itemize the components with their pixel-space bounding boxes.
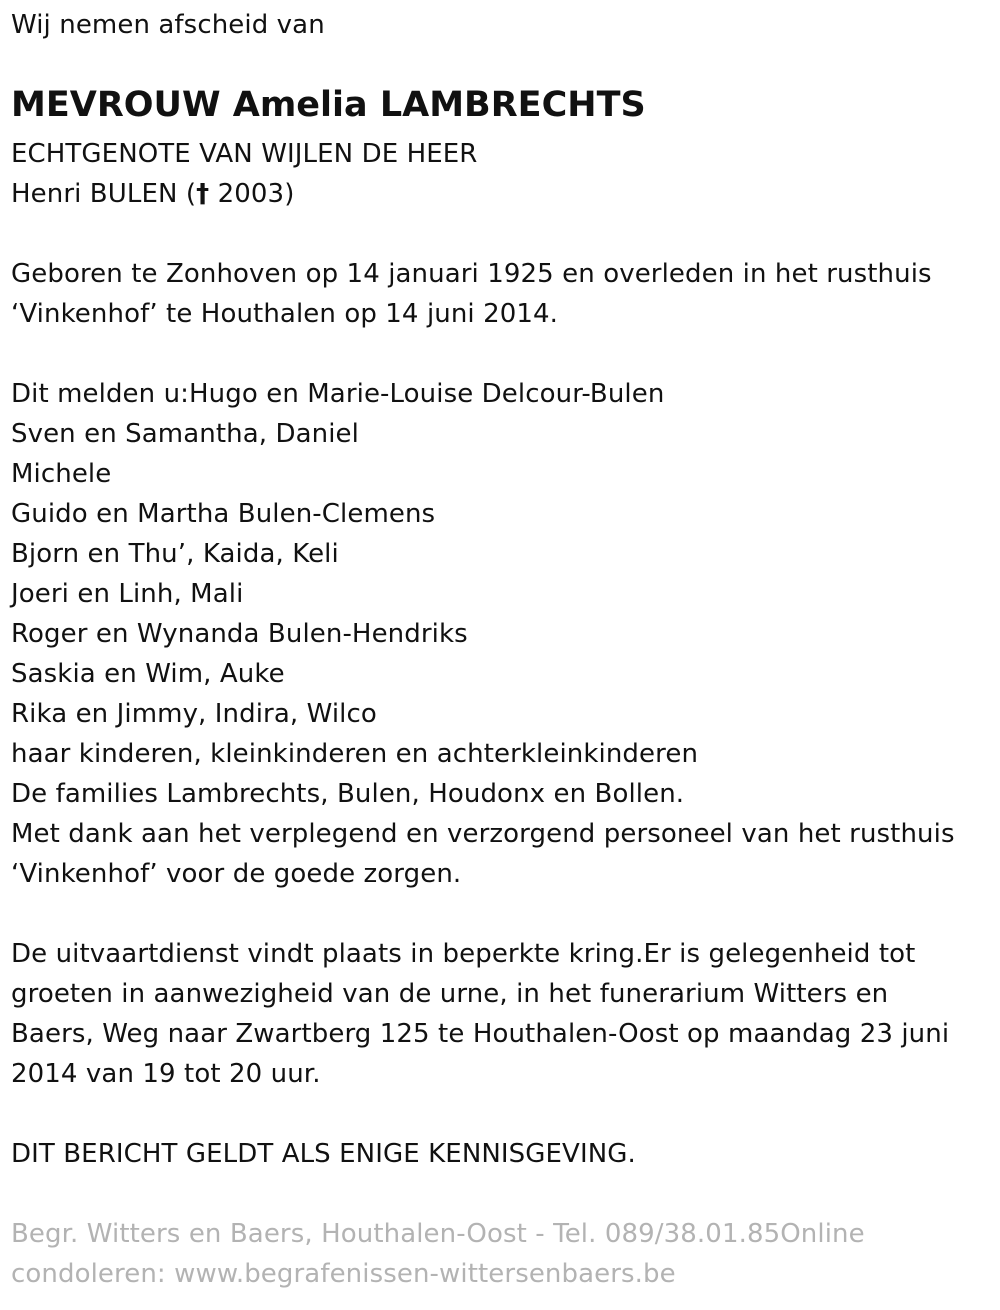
family-line: Dit melden u:Hugo en Marie-Louise Delcour-Bulen: [11, 379, 665, 409]
spouse-name: Henri BULEN (: [11, 179, 197, 209]
family-line: Bjorn en Thu’, Kaida, Keli: [11, 539, 339, 569]
service-paragraph: [11, 934, 949, 1094]
paragraph-line: De uitvaartdienst vindt plaats in beperkte kring.Er is gelegenheid tot: [11, 939, 916, 969]
paragraph-line: Geboren te Zonhoven op 14 januari 1925 en overleden in het rusthuis: [11, 259, 932, 289]
notice-text: DIT BERICHT GELDT ALS ENIGE KENNISGEVING.: [11, 1139, 636, 1169]
family-line: De families Lambrechts, Bulen, Houdonx en Bollen.: [11, 779, 685, 809]
paragraph-line: groeten in aanwezigheid van de urne, in het funerarium Witters en: [11, 979, 889, 1009]
birth-death-paragraph: [11, 254, 932, 334]
footer-line: Begr. Witters en Baers, Houthalen-Oost - Tel. 089/38.01.85Online: [11, 1219, 865, 1249]
family-line: Sven en Samantha, Daniel: [11, 419, 359, 449]
family-line: ‘Vinkenhof’ voor de goede zorgen.: [11, 859, 462, 889]
deceased-name: MEVROUW Amelia LAMBRECHTS: [11, 85, 646, 125]
paragraph-line: ‘Vinkenhof’ te Houthalen op 14 juni 2014.: [11, 299, 559, 329]
footer-line: condoleren: www.begrafenissen-wittersenbaers.be: [11, 1259, 676, 1289]
family-line: Met dank aan het verplegend en verzorgend personeel van het rusthuis: [11, 819, 955, 849]
footer: [11, 1214, 865, 1294]
family-line: Roger en Wynanda Bulen-Hendriks: [11, 619, 468, 649]
family-line: Joeri en Linh, Mali: [11, 579, 244, 609]
paragraph-line: 2014 van 19 tot 20 uur.: [11, 1059, 321, 1089]
spouse-death-year: 2003): [209, 179, 295, 209]
intro-text: Wij nemen afscheid van: [11, 10, 325, 40]
family-line: haar kinderen, kleinkinderen en achterkleinkinderen: [11, 739, 699, 769]
family-line: Michele: [11, 459, 112, 489]
family-list: [11, 374, 955, 894]
family-line: Rika en Jimmy, Indira, Wilco: [11, 699, 377, 729]
spouse-line: [11, 174, 294, 214]
family-line: Saskia en Wim, Auke: [11, 659, 285, 689]
paragraph-line: Baers, Weg naar Zwartberg 125 te Houthalen-Oost op maandag 23 juni: [11, 1019, 950, 1049]
notice-paragraph: [11, 1134, 636, 1174]
relation-text: ECHTGENOTE VAN WIJLEN DE HEER: [11, 139, 478, 169]
cross-icon: †: [196, 179, 210, 209]
family-line: Guido en Martha Bulen-Clemens: [11, 499, 436, 529]
